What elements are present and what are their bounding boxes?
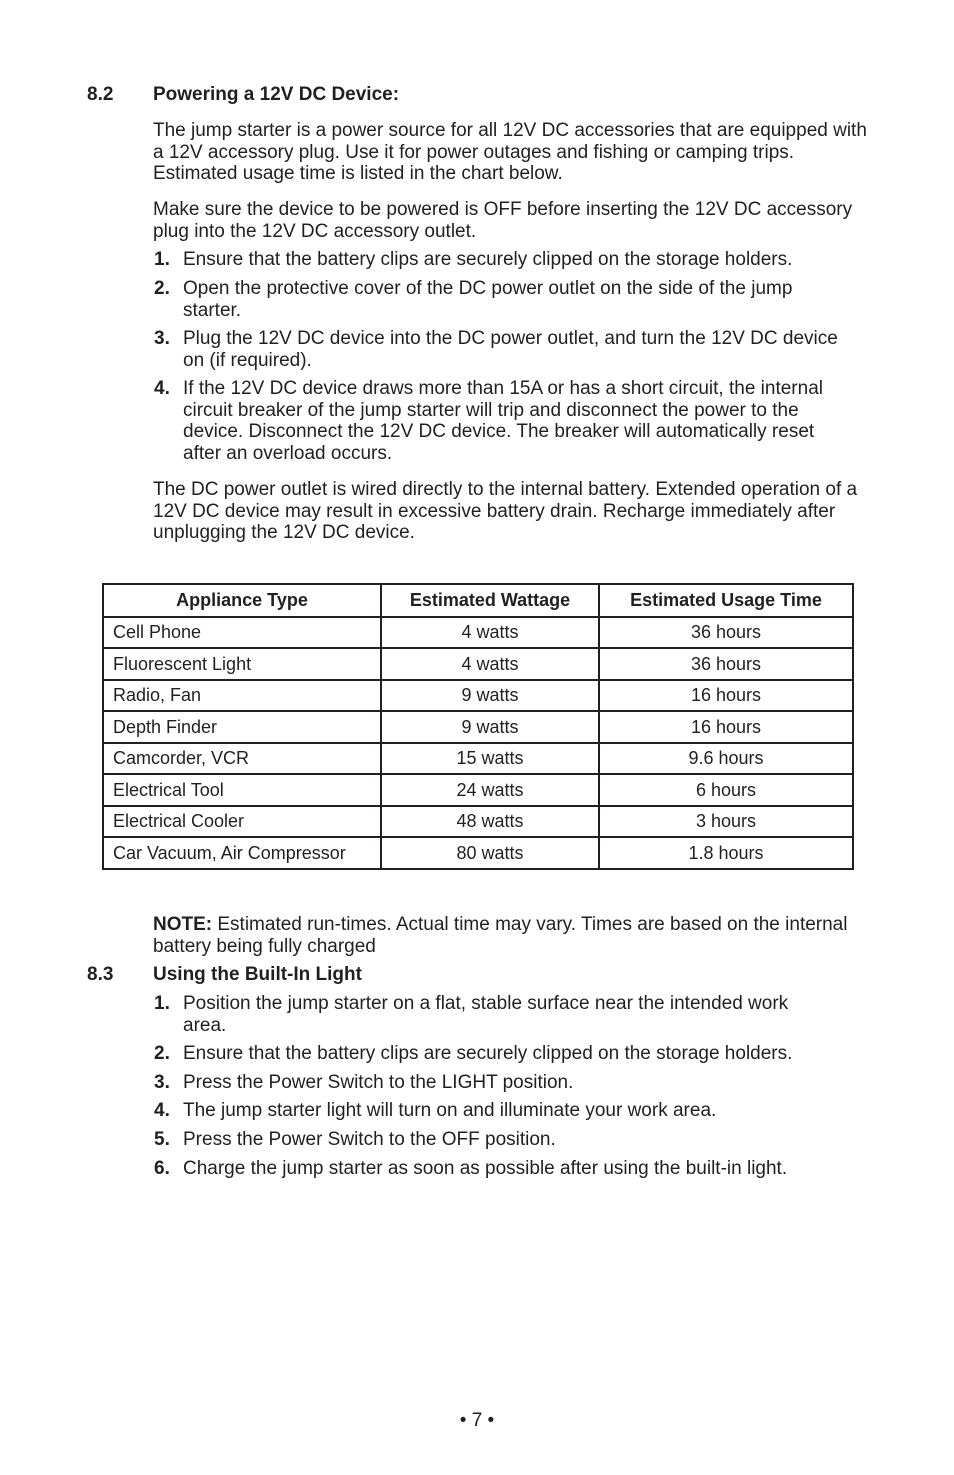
step-number: 6.: [154, 1158, 170, 1179]
step-number: 3.: [154, 328, 170, 349]
step-text: Open the protective cover of the DC power outlet on the side of the jump starter.: [183, 278, 793, 321]
cell-wattage: 9 watts: [381, 680, 599, 712]
cell-appliance-type: Cell Phone: [103, 617, 381, 649]
step-text: The jump starter light will turn on and illuminate your work area.: [183, 1100, 717, 1121]
cell-appliance-type: Radio, Fan: [103, 680, 381, 712]
section-8-3-step-5: [153, 1129, 853, 1151]
table-row: [103, 743, 853, 775]
table-row: [103, 617, 853, 649]
step-number: 2.: [154, 278, 170, 299]
section-8-3-title: Using the Built-In Light: [153, 964, 362, 985]
table-row: [103, 837, 853, 869]
table-row: [103, 648, 853, 680]
section-8-3-step-6: [153, 1158, 853, 1180]
table-row: [103, 774, 853, 806]
section-8-3-step-1: [153, 993, 813, 1036]
usage-time-table: [102, 583, 854, 870]
cell-appliance-type: Fluorescent Light: [103, 648, 381, 680]
section-8-3-number: 8.3: [87, 964, 114, 985]
step-text: Ensure that the battery clips are securely clipped on the storage holders.: [183, 249, 793, 270]
cell-usage-time: 1.8 hours: [599, 837, 853, 869]
section-8-3-step-2: [153, 1043, 853, 1065]
section-8-3-step-4: [153, 1100, 853, 1122]
section-8-2-step-2: [153, 278, 853, 321]
section-8-2-number: 8.2: [87, 84, 114, 105]
step-text: Position the jump starter on a flat, stable surface near the intended work area.: [183, 993, 789, 1036]
note-paragraph: [153, 914, 853, 957]
step-number: 4.: [154, 378, 170, 399]
section-8-2-intro: The jump starter is a power source for all 12V DC accessories that are equipped with a 12V accessory plug. Use it for power outages and fishing or camping trips. Estimated usage time is listed in the chart below.: [153, 120, 867, 185]
cell-usage-time: 16 hours: [599, 711, 853, 743]
cell-wattage: 15 watts: [381, 743, 599, 775]
step-text: Press the Power Switch to the OFF position.: [183, 1129, 556, 1150]
table-row: [103, 711, 853, 743]
cell-appliance-type: Depth Finder: [103, 711, 381, 743]
section-8-2-step-1: [153, 249, 853, 271]
cell-usage-time: 3 hours: [599, 806, 853, 838]
section-8-3-step-3: [153, 1072, 853, 1094]
cell-appliance-type: Car Vacuum, Air Compressor: [103, 837, 381, 869]
step-text: Plug the 12V DC device into the DC power outlet, and turn the 12V DC device on (if required).: [183, 328, 838, 371]
header-estimated-usage-time: Estimated Usage Time: [599, 584, 853, 617]
cell-wattage: 9 watts: [381, 711, 599, 743]
step-number: 3.: [154, 1072, 170, 1093]
note-label: NOTE:: [153, 914, 213, 935]
step-number: 1.: [154, 993, 170, 1014]
cell-usage-time: 9.6 hours: [599, 743, 853, 775]
step-text: Charge the jump starter as soon as possible after using the built-in light.: [183, 1158, 788, 1179]
step-text: Press the Power Switch to the LIGHT position.: [183, 1072, 574, 1093]
section-8-2-step-4: [153, 378, 853, 464]
header-estimated-wattage: Estimated Wattage: [381, 584, 599, 617]
section-8-2-pre-steps: Make sure the device to be powered is OFF before inserting the 12V DC accessory plug into the 12V DC accessory outlet.: [153, 199, 853, 242]
cell-usage-time: 36 hours: [599, 648, 853, 680]
step-text: Ensure that the battery clips are securely clipped on the storage holders.: [183, 1043, 793, 1064]
cell-usage-time: 6 hours: [599, 774, 853, 806]
header-appliance-type: Appliance Type: [103, 584, 381, 617]
table-row: [103, 806, 853, 838]
cell-wattage: 4 watts: [381, 648, 599, 680]
section-8-2-step-3: [153, 328, 853, 371]
step-number: 2.: [154, 1043, 170, 1064]
step-number: 5.: [154, 1129, 170, 1150]
cell-appliance-type: Camcorder, VCR: [103, 743, 381, 775]
cell-usage-time: 16 hours: [599, 680, 853, 712]
section-8-2-title: Powering a 12V DC Device:: [153, 84, 400, 105]
step-number: 4.: [154, 1100, 170, 1121]
page-number: • 7 •: [459, 1410, 495, 1431]
step-number: 1.: [154, 249, 170, 270]
cell-wattage: 24 watts: [381, 774, 599, 806]
table-header-row: [103, 584, 853, 617]
cell-wattage: 80 watts: [381, 837, 599, 869]
cell-usage-time: 36 hours: [599, 617, 853, 649]
table-row: [103, 680, 853, 712]
step-text: If the 12V DC device draws more than 15A or has a short circuit, the internal circuit breaker of the jump starter will trip and disconnect the power to the device. Disconnect the 12V DC device. The breaker will automatically reset after an overload occurs.: [183, 378, 823, 464]
cell-appliance-type: Electrical Tool: [103, 774, 381, 806]
cell-wattage: 4 watts: [381, 617, 599, 649]
section-8-2-outro: The DC power outlet is wired directly to the internal battery. Extended operation of a 12V DC device may result in excessive battery drain. Recharge immediately after unplugging the 12V DC device.: [153, 479, 858, 544]
cell-appliance-type: Electrical Cooler: [103, 806, 381, 838]
cell-wattage: 48 watts: [381, 806, 599, 838]
note-text: Estimated run-times. Actual time may vary. Times are based on the internal battery being fully charged: [153, 914, 848, 957]
